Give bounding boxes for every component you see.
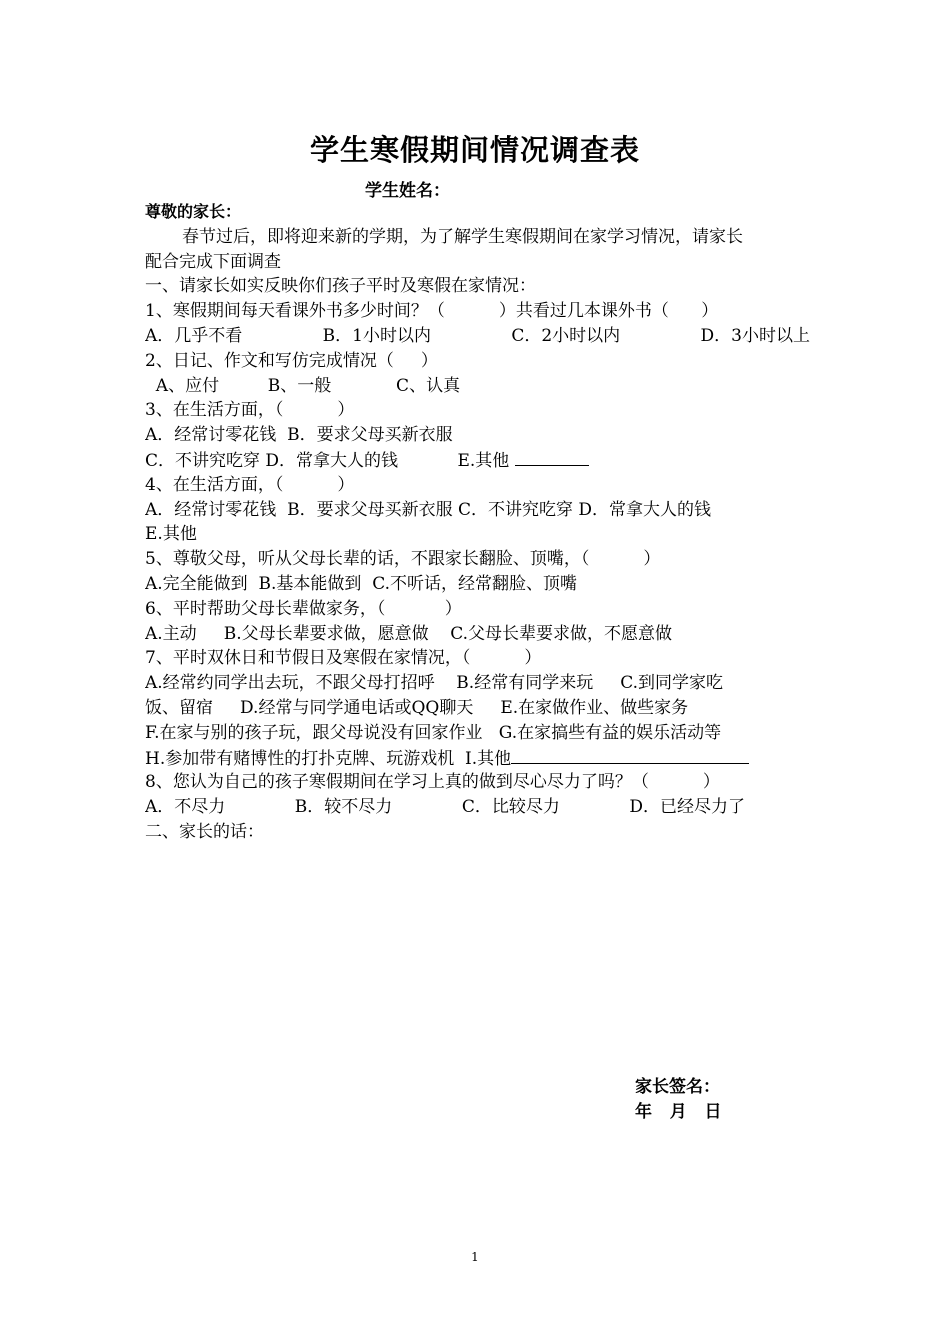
question-3-options-line-1: A．经常讨零花钱 B．要求父母买新衣服	[145, 425, 453, 446]
question-4-options-line-1: A．经常讨零花钱 B．要求父母买新衣服 C．不讲究吃穿 D．常拿大人的钱	[145, 499, 712, 520]
question-6: 6、平时帮助父母长辈做家务，（ ）	[145, 598, 462, 619]
question-7: 7、平时双休日和节假日及寒假在家情况，（ ）	[145, 648, 542, 669]
q8-option-d: D．已经尽力了	[629, 797, 745, 818]
q8-option-c: C．比较尽力	[461, 797, 560, 818]
question-5-options: A.完全能做到 B.基本能做到 C.不听话，经常翻脸、顶嘴	[145, 573, 577, 594]
date-label: 年 月 日	[635, 1102, 722, 1122]
q1-option-a: A．几乎不看	[145, 325, 243, 346]
question-3: 3、在生活方面，（ ）	[145, 400, 355, 421]
question-5: 5、尊敬父母，听从父母长辈的话，不跟家长翻脸、顶嘴，（ ）	[145, 549, 661, 570]
question-7-options-line-2: 饭、留宿 D.经常与同学通电话或QQ聊天 E.在家做作业、做些家务	[145, 697, 689, 718]
intro-line-1: 春节过后，即将迎来新的学期，为了解学生寒假期间在家学习情况，请家长	[182, 226, 743, 247]
question-2-options: A、应付 B、一般 C、认真	[145, 375, 461, 396]
question-1-options	[145, 324, 810, 349]
parent-signature-label: 家长签名：	[635, 1077, 720, 1097]
q8-option-a: A．不尽力	[145, 797, 226, 818]
q8-option-b: B．较不尽力	[294, 797, 393, 818]
section-2-heading: 二、家长的话：	[145, 821, 264, 842]
q1-option-d: D．3小时以上	[700, 325, 810, 346]
question-3-options-line-2: C．不讲究吃穿 D．常拿大人的钱 E.其他	[145, 448, 810, 473]
question-8: 8、您认为自己的孩子寒假期间在学习上真的做到尽心尽力了吗？（ ）	[145, 772, 720, 793]
section-1-heading: 一、请家长如实反映你们孩子平时及寒假在家情况：	[145, 276, 536, 297]
survey-body	[145, 200, 810, 845]
q1-option-c: C．2小时以内	[511, 325, 621, 346]
question-4-options-line-2: E.其他	[145, 524, 197, 545]
student-name-label: 学生姓名：	[365, 181, 450, 201]
fill-blank-line	[515, 448, 589, 466]
fill-blank-line	[511, 746, 749, 764]
question-1: 1、寒假期间每天看课外书多少时间？（ ）共看过几本课外书（ ）	[145, 301, 719, 322]
question-7-options-line-3: F.在家与别的孩子玩，跟父母说没有回家作业 G.在家搞些有益的娱乐活动等	[145, 722, 722, 743]
question-6-options: A.主动 B.父母长辈要求做，愿意做 C.父母长辈要求做，不愿意做	[145, 623, 673, 644]
question-2: 2、日记、作文和写仿完成情况（ ）	[145, 350, 438, 371]
q1-option-b: B．1小时以内	[322, 325, 431, 346]
question-8-options	[145, 795, 745, 820]
intro-line-2: 配合完成下面调查	[145, 251, 281, 272]
page-number: 1	[471, 1250, 479, 1264]
question-7-options-line-1: A.经常约同学出去玩，不跟父母打招呼 B.经常有同学来玩 C.到同学家吃	[145, 673, 724, 694]
question-4: 4、在生活方面，（ ）	[145, 474, 355, 495]
page-title: 学生寒假期间情况调查表	[309, 133, 640, 167]
greeting: 尊敬的家长：	[145, 202, 242, 221]
question-7-options-line-4: H.参加带有赌博性的打扑克牌、玩游戏机 I.其他	[145, 746, 810, 771]
